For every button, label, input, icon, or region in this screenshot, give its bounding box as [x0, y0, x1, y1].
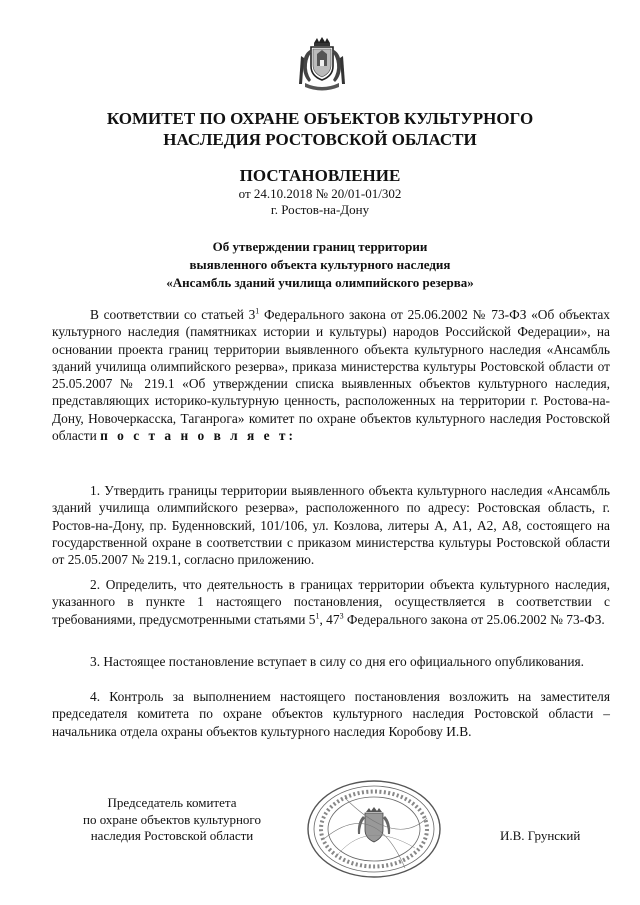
preamble-paragraph: [52, 306, 610, 444]
document-subject: [60, 238, 580, 292]
item-4-text: 4. Контроль за выполнением настоящего постановления возложить на заместителя председателя комитета по охране объектов культурного наследия Ростовской области – начальника отдела охраны объектов культурного наследия Коробову И.В.: [52, 689, 610, 739]
item-3-text: 3. Настоящее постановление вступает в силу со дня его официального опубликования.: [90, 654, 584, 669]
org-line-2: НАСЛЕДИЯ РОСТОВСКОЙ ОБЛАСТИ: [163, 130, 477, 149]
coat-of-arms-icon: [297, 36, 347, 94]
item-1-paragraph: [52, 482, 610, 568]
preamble-text-1: В соответствии со статьей 3: [90, 307, 256, 322]
item-2-text-2: , 47: [319, 611, 340, 627]
preamble-text-2: Федерального закона от 25.06.2002 № 73-ФЗ «Об объектах культурного наследия (памятниках истории и культуры) народов Российской Федерации», на основании проекта границ территории выявленного объекта культурного наследия «Ансамбль зданий училища олимпийского резерва», приказа министерства культуры Ростовской области от 25.05.2007 № 219.1 «Об утверждении списка выявленных объектов культурного наследия, представляющих историко-культурную ценность, расположенных на территории г. Ростова-на-Дону, Новочеркасска, Таганрога» комитет по охране объектов культурного наследия Ростовской области: [52, 307, 610, 444]
document-type: ПОСТАНОВЛЕНИЕ: [239, 166, 401, 185]
signatory-role-line-3: наследия Ростовской области: [90, 828, 254, 843]
item-2-superscript-1: 1: [315, 611, 320, 621]
document-date-number: от 24.10.2018 № 20/01-01/302: [238, 186, 402, 201]
subject-line-2: выявленного объекта культурного наследия: [189, 257, 451, 272]
org-line-1: КОМИТЕТ ПО ОХРАНЕ ОБЪЕКТОВ КУЛЬТУРНОГО: [106, 109, 534, 128]
item-3-paragraph: [52, 653, 610, 670]
signatory-role-line-2: по охране объектов культурного: [83, 811, 261, 827]
item-1-text: 1. Утвердить границы территории выявленного объекта культурного наследия «Ансамбль зданий училища олимпийского резерва», расположенного по адресу: Ростовская область, г. Ростов-на-Дону, пр. Буденновский, 101/106, ул. Козлова, литеры А, А1, А2, А8, состоящего на государственной охране в соответствии с приказом министерства культуры Ростовской области от 25.05.2007 № 219.1, согласно приложению.: [52, 483, 610, 568]
signatory-role-line-1: Председатель комитета: [107, 795, 237, 810]
official-seal-icon: [305, 778, 443, 880]
item-2-text-1: 2. Определить, что деятельность в границах территории объекта культурного наследия, указанного в пункте 1 настоящего постановления, осуществляется в соответствии с требованиями, предусмотренными статьями 5: [52, 577, 610, 627]
item-2-superscript-2: 3: [339, 611, 344, 621]
item-2-text-3: Федерального закона от 25.06.2002 № 73-ФЗ.: [343, 611, 605, 627]
document-city: г. Ростов-на-Дону: [270, 202, 370, 217]
preamble-superscript: 1: [255, 306, 260, 316]
item-2-paragraph: [52, 576, 610, 628]
subject-line-1: Об утверждении границ территории: [212, 239, 428, 254]
issuing-authority: [60, 108, 580, 150]
signatory-position: [62, 795, 282, 845]
subject-line-3: «Ансамбль зданий училища олимпийского резерва»: [166, 275, 474, 290]
item-4-paragraph: [52, 688, 610, 740]
signatory-name: И.В. Грунский: [500, 828, 581, 843]
resolves-word: п о с т а н о в л я е т:: [100, 428, 296, 444]
